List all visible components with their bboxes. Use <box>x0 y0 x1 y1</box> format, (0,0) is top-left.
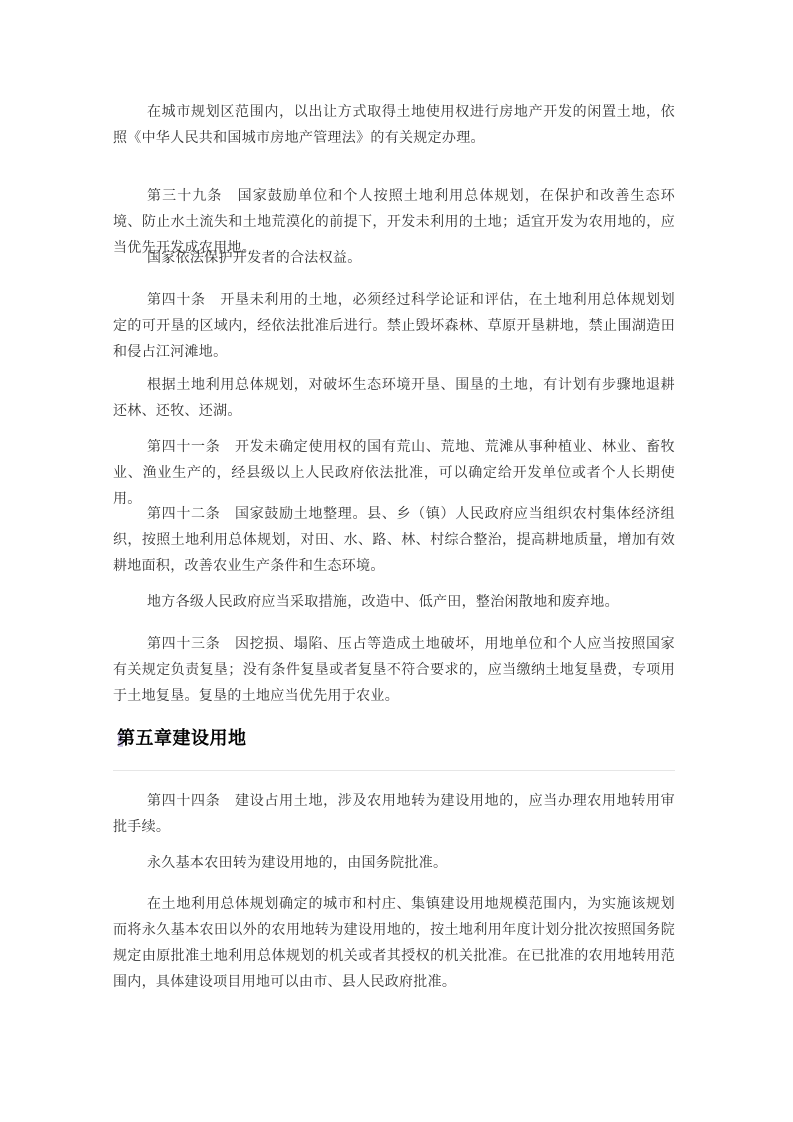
paragraph-article-43: 第四十三条 因挖损、塌陷、压占等造成土地破坏，用地单位和个人应当按照国家有关规定负责复垦；没有条件复垦或者复垦不符合要求的，应当缴纳土地复垦费，专项用于土地复垦。复垦的土地应当优先用于农业。 <box>113 636 675 704</box>
paragraph-article-41: 第四十一条 开发未确定使用权的国有荒山、荒地、荒滩从事种植业、林业、畜牧业、渔业生产的，经县级以上人民政府依法批准，可以确定给开发单位或者个人长期使用。 <box>113 439 675 507</box>
paragraph-article-42: 第四十二条 国家鼓励土地整理。县、乡（镇）人民政府应当组织农村集体经济组织，按照土地利用总体规划，对田、水、路、林、村综合整治，提高耕地质量，增加有效耕地面积，改善农业生产条件和生态环境。 <box>113 506 675 574</box>
paragraph-article-39: 第三十九条 国家鼓励单位和个人按照土地利用总体规划，在保护和改善生态环境、防止水土流失和土地荒漠化的前提下，开发未利用的土地；适宜开发为农用地的，应当优先开发成农用地。 <box>113 188 675 256</box>
chapter-heading: 第五章建设用地 <box>117 728 247 749</box>
paragraph-developer-rights: 国家依法保护开发者的合法权益。 <box>147 250 362 266</box>
heading-divider <box>113 770 675 771</box>
paragraph-planning-scope: 在土地利用总体规划确定的城市和村庄、集镇建设用地规模范围内，为实施该规划而将永久基本农田以外的农用地转为建设用地的，按土地利用年度计划分批次按照国务院规定由原批准土地利用总体规划的机关或者其授权的机关批准。在已批准的农用地转用范围内，具体建设项目用地可以由市、县人民政府批准。 <box>113 896 675 990</box>
paragraph-state-council-approval: 永久基本农田转为建设用地的，由国务院批准。 <box>147 855 448 871</box>
paragraph-local-government: 地方各级人民政府应当采取措施，改造中、低产田，整治闲散地和废弃地。 <box>147 594 619 610</box>
paragraph-article-40: 第四十条 开垦未利用的土地，必须经过科学论证和评估，在土地利用总体规划划定的可开垦的区域内，经依法批准后进行。禁止毁坏森林、草原开垦耕地，禁止围湖造田和侵占江河滩地。 <box>113 292 675 360</box>
paragraph-idle-land: 在城市规划区范围内，以出让方式取得土地使用权进行房地产开发的闲置土地，依照《中华人民共和国城市房地产管理法》的有关规定办理。 <box>113 104 675 146</box>
paragraph-return-farmland: 根据土地利用总体规划，对破坏生态环境开垦、围垦的土地，有计划有步骤地退耕还林、还牧、还湖。 <box>113 377 675 419</box>
paragraph-article-44: 第四十四条 建设占用土地，涉及农用地转为建设用地的，应当办理农用地转用审批手续。 <box>113 793 675 835</box>
